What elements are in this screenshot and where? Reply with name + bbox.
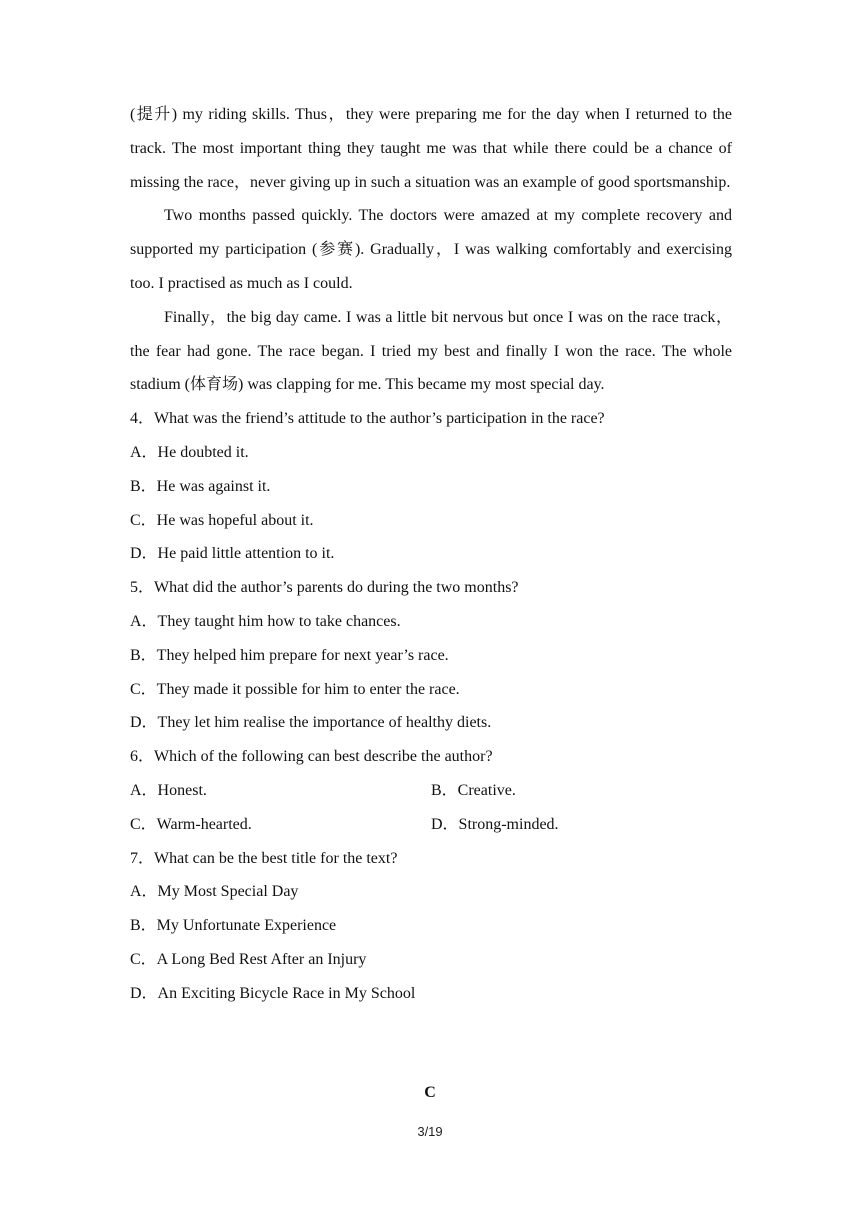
passage-paragraph: Two months passed quickly. The doctors were amazed at my complete recovery and supported my participation (参赛). Gradually，I was walking comfortably and exercising too. I practised as much as I could. bbox=[130, 207, 732, 292]
question-6 bbox=[130, 740, 732, 841]
option-a: A．My Most Special Day bbox=[130, 883, 299, 901]
question-7 bbox=[130, 842, 732, 1011]
document-page bbox=[130, 98, 732, 1011]
option-b: B．Creative. bbox=[431, 781, 516, 799]
passage-paragraph: (提升) my riding skills. Thus，they were preparing me for the day when I returned to the track. The most important thing they taught me was that while there could be a chance of missing the race，never giving up in such a situation was an example of good sportsmanship. bbox=[130, 106, 732, 191]
page-number: 3/19 bbox=[417, 1124, 443, 1139]
option-b: B．He was against it. bbox=[130, 477, 271, 495]
option-b: B．My Unfortunate Experience bbox=[130, 917, 337, 935]
options-row bbox=[130, 808, 732, 842]
option-a: A．They taught him how to take chances. bbox=[130, 612, 401, 630]
option-d: D．He paid little attention to it. bbox=[130, 545, 335, 563]
option-c: C．They made it possible for him to enter the race. bbox=[130, 680, 460, 698]
option-b: B．They helped him prepare for next year’s race. bbox=[130, 646, 449, 664]
question-stem: 7．What can be the best title for the text? bbox=[130, 849, 398, 867]
options-row bbox=[130, 774, 732, 808]
option-c: C．Warm-hearted. bbox=[130, 815, 252, 833]
passage-paragraph: Finally，the big day came. I was a little bit nervous but once I was on the race track，the fear had gone. The race began. I tried my best and finally I won the race. The whole stadium (体育场) was clapping for me. This became my most special day. bbox=[130, 308, 732, 394]
question-stem: 4．What was the friend’s attitude to the author’s participation in the race? bbox=[130, 410, 605, 428]
option-d: D．Strong-minded. bbox=[431, 815, 559, 833]
question-stem: 6．Which of the following can best describe the author? bbox=[130, 748, 493, 766]
question-stem: 5．What did the author’s parents do during the two months? bbox=[130, 579, 519, 597]
option-a: A．He doubted it. bbox=[130, 443, 249, 461]
question-5 bbox=[130, 571, 732, 740]
option-a: A．Honest. bbox=[130, 781, 207, 799]
option-d: D．An Exciting Bicycle Race in My School bbox=[130, 984, 416, 1002]
section-heading: C bbox=[424, 1084, 436, 1101]
question-4 bbox=[130, 402, 732, 571]
option-d: D．They let him realise the importance of healthy diets. bbox=[130, 714, 492, 732]
option-c: C．He was hopeful about it. bbox=[130, 511, 314, 529]
option-c: C．A Long Bed Rest After an Injury bbox=[130, 950, 367, 968]
